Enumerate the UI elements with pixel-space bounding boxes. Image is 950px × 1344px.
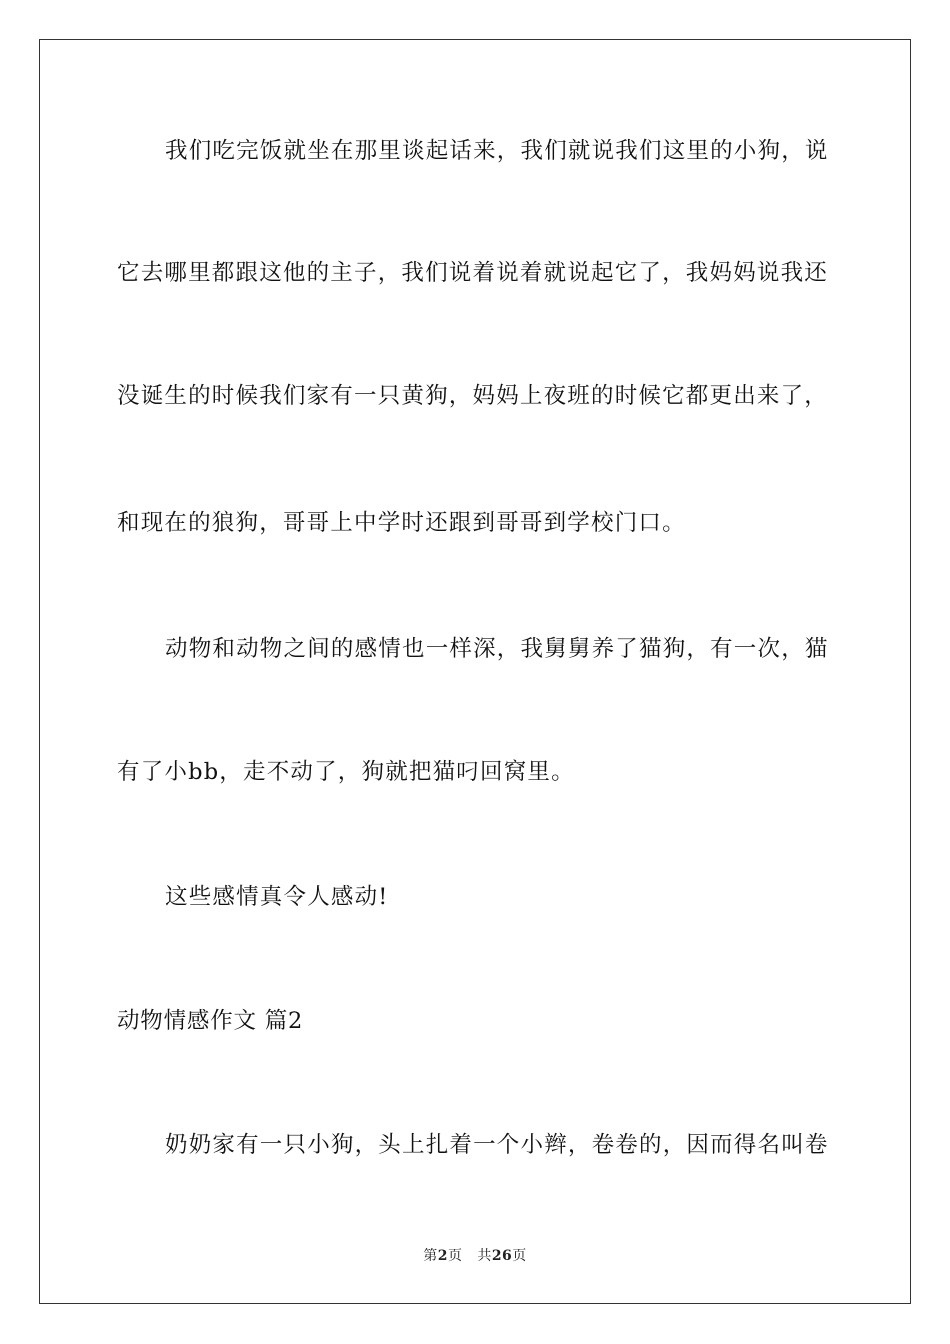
paragraph-line: 和现在的狼狗，哥哥上中学时还跟到哥哥到学校门口。 bbox=[117, 510, 686, 536]
paragraph-line: 有了小bb，走不动了，狗就把猫叼回窝里。 bbox=[117, 759, 575, 785]
paragraph-line: 它去哪里都跟这他的主子，我们说着说着就说起它了，我妈妈说我还 bbox=[117, 260, 829, 286]
footer-page-suffix: 页 bbox=[447, 1248, 463, 1264]
paragraph-line: 这些感情真令人感动! bbox=[165, 884, 389, 910]
footer-total-pages: 26 bbox=[491, 1248, 513, 1264]
paragraph-line: 动物和动物之间的感情也一样深，我舅舅养了猫狗，有一次，猫 bbox=[165, 636, 829, 662]
footer-page-prefix: 第 bbox=[423, 1248, 438, 1264]
page-footer bbox=[0, 1247, 950, 1265]
page-frame bbox=[39, 39, 911, 1304]
paragraph-line: 没诞生的时候我们家有一只黄狗，妈妈上夜班的时候它都更出来了， bbox=[117, 383, 829, 409]
paragraph-line: 奶奶家有一只小狗，头上扎着一个小辫，卷卷的，因而得名叫卷 bbox=[165, 1132, 829, 1158]
footer-total-suffix: 页 bbox=[512, 1248, 527, 1264]
footer-page-number: 2 bbox=[437, 1248, 448, 1264]
paragraph-line: 我们吃完饭就坐在那里谈起话来，我们就说我们这里的小狗，说 bbox=[165, 138, 829, 164]
footer-total-prefix: 共 bbox=[477, 1248, 492, 1264]
section-heading: 动物情感作文 篇2 bbox=[117, 1008, 304, 1034]
